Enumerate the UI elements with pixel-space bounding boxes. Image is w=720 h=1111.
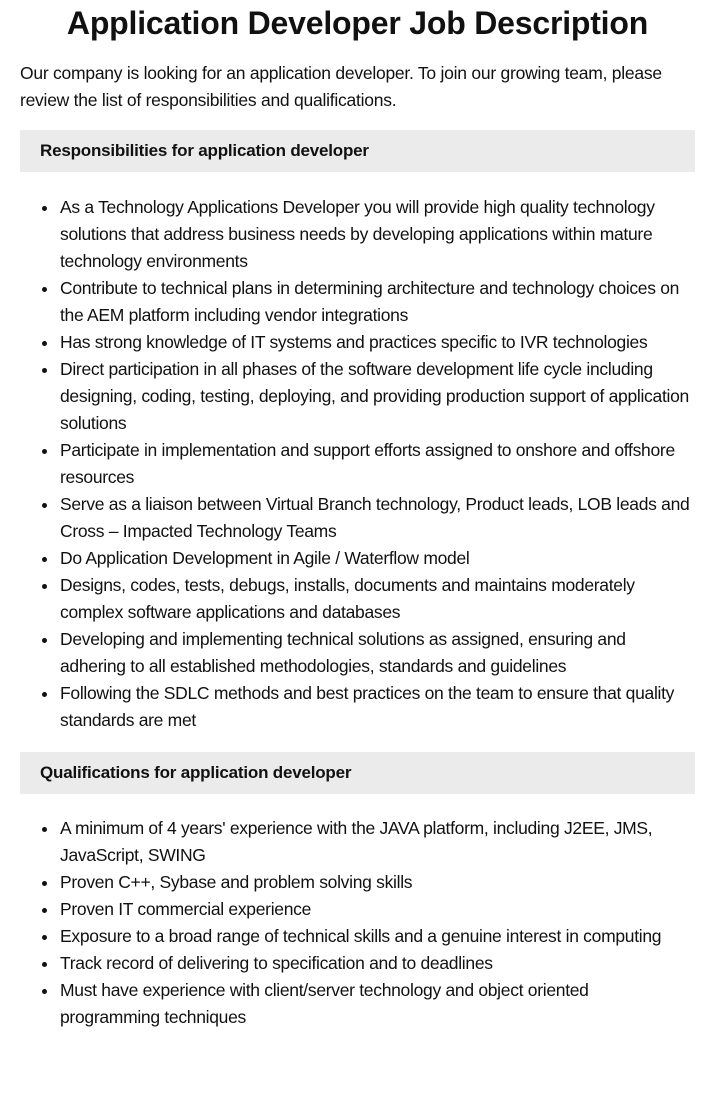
list-item: Exposure to a broad range of technical skills and a genuine interest in computing bbox=[60, 923, 695, 950]
responsibilities-list bbox=[20, 172, 695, 734]
list-item: Developing and implementing technical solutions as assigned, ensuring and adhering to all established methodologies, standards and guidelines bbox=[60, 626, 695, 680]
list-item: A minimum of 4 years' experience with the JAVA platform, including J2EE, JMS, JavaScript, SWING bbox=[60, 815, 695, 869]
list-item: Has strong knowledge of IT systems and practices specific to IVR technologies bbox=[60, 329, 695, 356]
list-item: Contribute to technical plans in determining architecture and technology choices on the AEM platform including vendor integrations bbox=[60, 275, 695, 329]
list-item: As a Technology Applications Developer you will provide high quality technology solutions that address business needs by developing applications within mature technology environments bbox=[60, 194, 695, 275]
qualifications-list bbox=[20, 794, 695, 1031]
list-item: Proven IT commercial experience bbox=[60, 896, 695, 923]
list-item: Proven C++, Sybase and problem solving skills bbox=[60, 869, 695, 896]
list-item: Designs, codes, tests, debugs, installs, documents and maintains moderately complex software applications and databases bbox=[60, 572, 695, 626]
list-item: Participate in implementation and support efforts assigned to onshore and offshore resources bbox=[60, 437, 695, 491]
responsibilities-heading: Responsibilities for application developer bbox=[20, 130, 695, 172]
intro-paragraph: Our company is looking for an application developer. To join our growing team, please review the list of responsibilities and qualifications. bbox=[20, 63, 662, 110]
qualifications-heading: Qualifications for application developer bbox=[20, 752, 695, 794]
list-item: Direct participation in all phases of the software development life cycle including designing, coding, testing, deploying, and providing production support of application solutions bbox=[60, 356, 695, 437]
list-item: Track record of delivering to specification and to deadlines bbox=[60, 950, 695, 977]
page-title: Application Developer Job Description bbox=[66, 5, 649, 41]
list-item: Do Application Development in Agile / Waterflow model bbox=[60, 545, 695, 572]
list-item: Serve as a liaison between Virtual Branch technology, Product leads, LOB leads and Cross – Impacted Technology Teams bbox=[60, 491, 695, 545]
list-item: Must have experience with client/server technology and object oriented programming techniques bbox=[60, 977, 695, 1031]
list-item: Following the SDLC methods and best practices on the team to ensure that quality standards are met bbox=[60, 680, 695, 734]
